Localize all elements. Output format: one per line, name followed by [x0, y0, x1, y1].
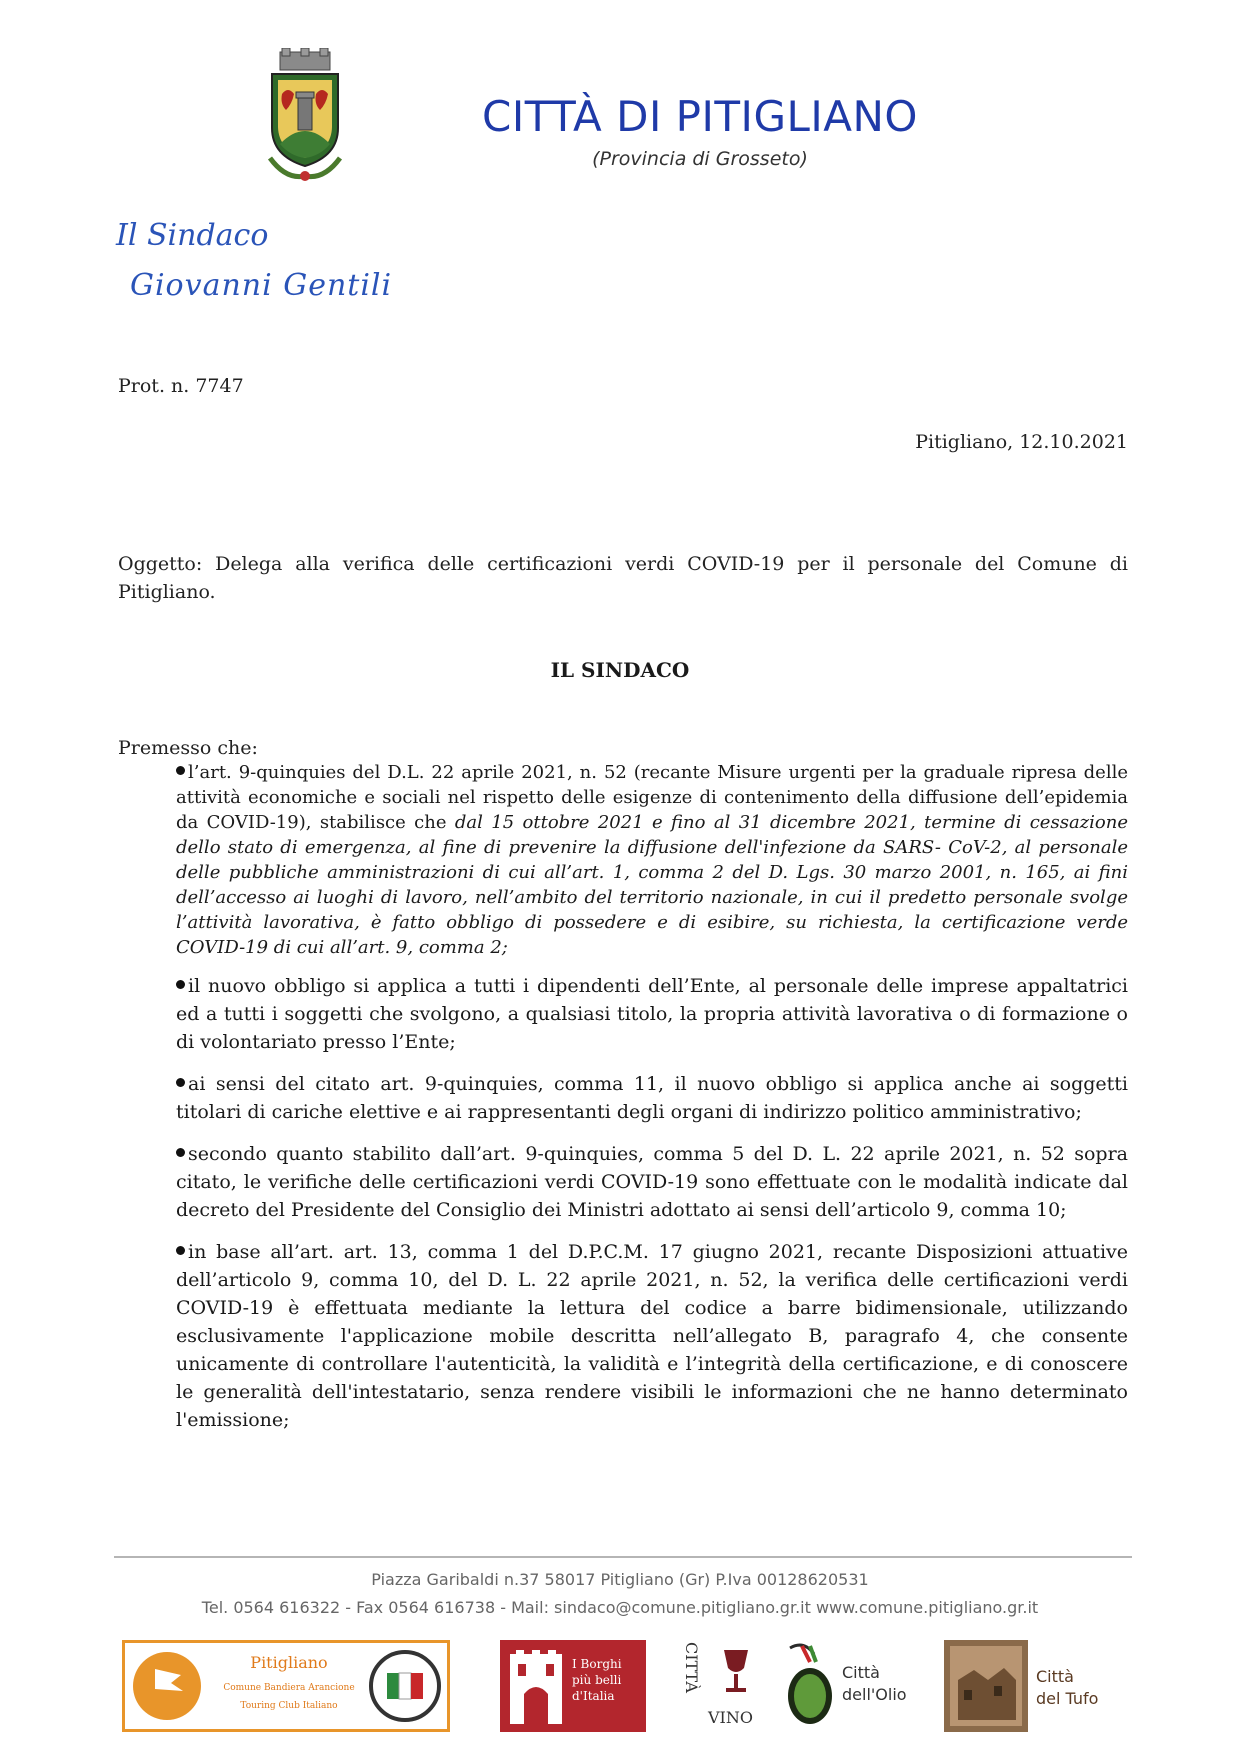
signature-title: Il Sindaco — [116, 218, 269, 253]
list-item — [176, 760, 1128, 960]
olio-line2: dell'Olio — [842, 1685, 907, 1704]
bullet-icon — [176, 980, 185, 989]
list-item-text: il nuovo obbligo si applica a tutti i dipendenti dell’Ente, al personale delle imprese appaltatrici ed a tutti i soggetti che svolgono, a qualsiasi titolo, la propria attività lavorativa o di formazione o di volontariato presso l’Ente; — [176, 975, 1128, 1053]
bullet-icon — [176, 1246, 185, 1255]
olio-line1: Città — [842, 1663, 880, 1682]
tufo-line1: Città — [1036, 1667, 1074, 1686]
vino-top-text: CITTÀ — [682, 1642, 701, 1693]
bullet-icon — [176, 766, 185, 775]
borghi-line2: più belli — [572, 1673, 622, 1687]
bandiera-title: Pitigliano — [250, 1653, 328, 1672]
protocol-number: Prot. n. 7747 — [118, 375, 244, 397]
borghi-piu-belli-logo — [500, 1640, 646, 1732]
footer-divider — [114, 1556, 1132, 1558]
city-title: CITTÀ DI PITIGLIANO — [482, 92, 918, 141]
list-item-text: in base all’art. art. 13, comma 1 del D.P.C.M. 17 giugno 2021, recante Disposizioni attuative dell’articolo 9, comma 10, del D. L. 22 aprile 2021, n. 52, la verifica delle certificazioni verdi COVID-19 è effettuata mediante la lettura del codice a barre bidimensionale, utilizzando esclusivamente l'applicazione mobile descritta nell’allegato B, paragrafo 4, che consente unicamente di controllare l'autenticità, la validità e l’integrità della certificazione, e di conoscere le generalità dell'intestatario, senza rendere visibili le informazioni che ne hanno determinato l'emissione; — [176, 1241, 1128, 1431]
bandiera-line1: Comune Bandiera Arancione — [223, 1683, 355, 1693]
citta-del-vino-logo — [680, 1640, 762, 1732]
section-heading: IL SINDACO — [550, 658, 690, 682]
citta-dell-olio-logo — [780, 1640, 910, 1732]
place-date: Pitigliano, 12.10.2021 — [915, 431, 1128, 453]
bullet-icon — [176, 1148, 185, 1157]
premesso-label: Premesso che: — [118, 737, 258, 759]
list-item-text: l’art. 9-quinquies del D.L. 22 aprile 2021, n. 52 (recante Misure urgenti per la graduale ripresa delle attività economiche e sociali nel rispetto delle esigenze di contenimento della diffusione dell’epidemia da COVID-19), stabilisce che — [176, 762, 1128, 833]
bandiera-line2: Touring Club Italiano — [240, 1701, 338, 1711]
list-item-text: secondo quanto stabilito dall’art. 9-quinquies, comma 5 del D. L. 22 aprile 2021, n. 52 sopra citato, le verifiche delle certificazioni verdi COVID-19 sono effettuate con le modalità indicate dal decreto del Presidente del Consiglio dei Ministri adottato ai sensi dell’articolo 9, comma 10; — [176, 1143, 1128, 1221]
borghi-line1: I Borghi — [572, 1657, 622, 1671]
vino-bottom-text: VINO — [708, 1708, 753, 1727]
citta-del-tufo-logo — [944, 1640, 1104, 1732]
premises-list — [176, 760, 1128, 1448]
province-subtitle: (Provincia di Grosseto) — [592, 148, 808, 170]
list-item — [176, 1070, 1128, 1126]
tufo-line2: del Tufo — [1036, 1689, 1099, 1708]
signature-name: Giovanni Gentili — [130, 268, 393, 303]
list-item — [176, 1238, 1128, 1434]
city-crest-icon — [250, 48, 360, 188]
bandiera-arancione-logo — [122, 1640, 450, 1732]
list-item-italic-text: dal 15 ottobre 2021 e fino al 31 dicembre 2021, termine di cessazione dello stato di emergenza, al fine di prevenire la diffusione dell'infezione da SARS- CoV-2, al personale delle pubbliche amministrazioni di cui all’art. 1, comma 2 del D. Lgs. 30 marzo 2001, n. 165, ai fini dell’accesso ai luoghi di lavoro, nell’ambito del territorio nazionale, in cui il predetto personale svolge l’attività lavorativa, è fatto obbligo di possedere e di esibire, su richiesta, la certificazione verde COVID-19 di cui all’art. 9, comma 2; — [176, 812, 1128, 958]
footer-contacts: Tel. 0564 616322 - Fax 0564 616738 - Mail: sindaco@comune.pitigliano.gr.it www.comune.pitigliano.gr.it — [201, 1598, 1039, 1617]
borghi-line3: d'Italia — [572, 1689, 615, 1703]
list-item-text: ai sensi del citato art. 9-quinquies, comma 11, il nuovo obbligo si applica anche ai soggetti titolari di cariche elettive e ai rappresentanti degli organi di indirizzo politico amministrativo; — [176, 1073, 1128, 1123]
list-item — [176, 1140, 1128, 1224]
letter-subject: Oggetto: Delega alla verifica delle certificazioni verdi COVID-19 per il personale del Comune di Pitigliano. — [118, 553, 1128, 603]
footer-address: Piazza Garibaldi n.37 58017 Pitigliano (Gr) P.Iva 00128620531 — [371, 1570, 869, 1589]
list-item — [176, 972, 1128, 1056]
bullet-icon — [176, 1078, 185, 1087]
